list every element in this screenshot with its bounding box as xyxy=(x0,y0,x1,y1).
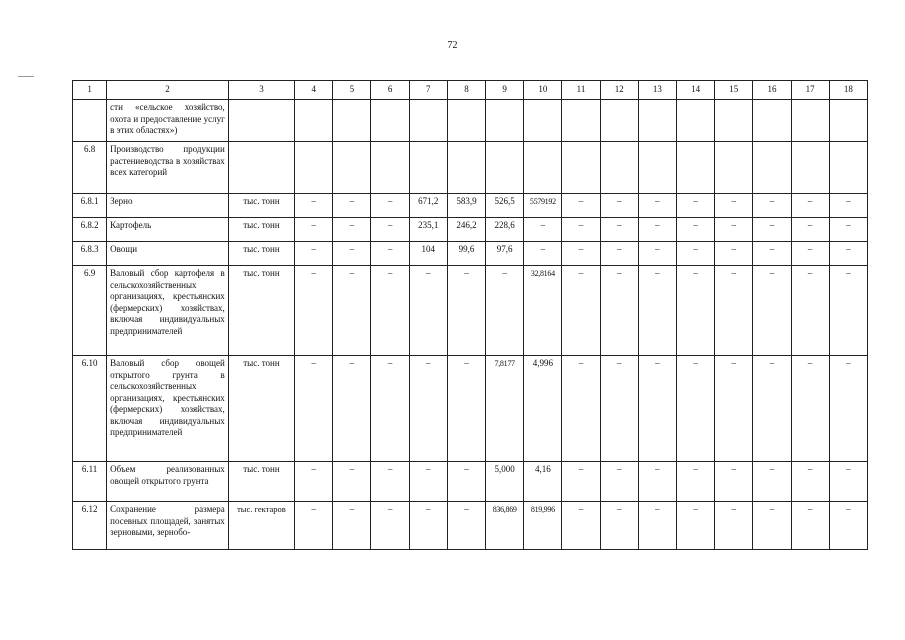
value-cell: – xyxy=(829,242,867,266)
value-cell xyxy=(829,100,867,142)
value-cell: – xyxy=(371,502,409,550)
value-cell: – xyxy=(829,194,867,218)
value-cell: 5579192 xyxy=(524,194,562,218)
scan-mark xyxy=(18,76,34,77)
value-cell xyxy=(371,142,409,194)
value-cell: – xyxy=(447,356,485,462)
column-header: 1 xyxy=(73,81,107,100)
value-cell: – xyxy=(447,266,485,356)
value-cell xyxy=(333,142,371,194)
column-header: 13 xyxy=(638,81,676,100)
table-row xyxy=(73,356,868,462)
value-cell: – xyxy=(829,356,867,462)
value-cell xyxy=(600,142,638,194)
row-number: 6.8.2 xyxy=(73,218,107,242)
value-cell: – xyxy=(409,266,447,356)
value-cell: – xyxy=(791,194,829,218)
table-row xyxy=(73,242,868,266)
value-cell: – xyxy=(829,218,867,242)
table-row xyxy=(73,502,868,550)
value-cell: – xyxy=(333,194,371,218)
value-cell: – xyxy=(333,266,371,356)
value-cell: 4,16 xyxy=(524,462,562,502)
value-cell: – xyxy=(676,218,714,242)
value-cell: – xyxy=(638,194,676,218)
value-cell: – xyxy=(600,462,638,502)
value-cell xyxy=(447,100,485,142)
column-header: 10 xyxy=(524,81,562,100)
value-cell: – xyxy=(295,218,333,242)
value-cell: – xyxy=(371,462,409,502)
column-header: 4 xyxy=(295,81,333,100)
value-cell: 819,996 xyxy=(524,502,562,550)
value-cell: – xyxy=(447,502,485,550)
value-cell xyxy=(638,100,676,142)
value-cell xyxy=(295,142,333,194)
value-cell: 4,996 xyxy=(524,356,562,462)
value-cell: 235,1 xyxy=(409,218,447,242)
value-cell: 99,6 xyxy=(447,242,485,266)
column-header: 17 xyxy=(791,81,829,100)
indicator-name: Валовый сбор овощей открытого грунта в сельскохозяйственных организациях, крестьянских (фермерских) хозяйствах, включая индивидуальных предпринимателей xyxy=(107,356,229,462)
value-cell: – xyxy=(447,462,485,502)
value-cell xyxy=(676,100,714,142)
value-cell: – xyxy=(371,356,409,462)
value-cell: – xyxy=(829,502,867,550)
value-cell: – xyxy=(600,194,638,218)
value-cell: – xyxy=(791,502,829,550)
column-header: 14 xyxy=(676,81,714,100)
value-cell: – xyxy=(715,462,753,502)
value-cell: – xyxy=(638,242,676,266)
value-cell: 7,8177 xyxy=(486,356,524,462)
value-cell: – xyxy=(371,194,409,218)
value-cell: – xyxy=(753,356,791,462)
value-cell: – xyxy=(562,242,600,266)
value-cell: – xyxy=(333,462,371,502)
value-cell: – xyxy=(524,218,562,242)
value-cell: – xyxy=(829,462,867,502)
value-cell: – xyxy=(676,502,714,550)
header-row xyxy=(73,81,868,100)
unit-cell: тыс. тонн xyxy=(228,218,294,242)
unit-cell xyxy=(228,100,294,142)
page-number: 72 xyxy=(447,40,458,51)
unit-cell: тыс. тонн xyxy=(228,266,294,356)
value-cell: – xyxy=(638,502,676,550)
value-cell xyxy=(486,100,524,142)
value-cell: 836,869 xyxy=(486,502,524,550)
value-cell: – xyxy=(715,502,753,550)
value-cell xyxy=(524,142,562,194)
value-cell: – xyxy=(791,462,829,502)
value-cell: – xyxy=(753,266,791,356)
value-cell: – xyxy=(638,266,676,356)
value-cell: – xyxy=(676,194,714,218)
indicator-name: Овощи xyxy=(107,242,229,266)
indicator-name: Картофель xyxy=(107,218,229,242)
value-cell xyxy=(829,142,867,194)
row-number: 6.9 xyxy=(73,266,107,356)
value-cell xyxy=(371,100,409,142)
table-row xyxy=(73,100,868,142)
indicator-name: Валовый сбор картофеля в сельскохозяйственных организациях, крестьянских (фермерских) хозяйствах, включая индивидуальных предпринимателей xyxy=(107,266,229,356)
column-header: 6 xyxy=(371,81,409,100)
value-cell: – xyxy=(562,356,600,462)
value-cell: – xyxy=(295,266,333,356)
value-cell: – xyxy=(791,218,829,242)
unit-cell: тыс. тонн xyxy=(228,462,294,502)
value-cell: – xyxy=(753,462,791,502)
row-number: 6.10 xyxy=(73,356,107,462)
value-cell: – xyxy=(562,218,600,242)
value-cell xyxy=(562,142,600,194)
column-header: 12 xyxy=(600,81,638,100)
column-header: 15 xyxy=(715,81,753,100)
indicator-name: сти «сельское хозяйство, охота и предоставление услуг в этих областях») xyxy=(107,100,229,142)
data-table xyxy=(72,80,868,550)
value-cell: – xyxy=(676,242,714,266)
value-cell: – xyxy=(562,266,600,356)
value-cell: – xyxy=(562,194,600,218)
value-cell: – xyxy=(333,242,371,266)
value-cell: – xyxy=(409,502,447,550)
value-cell: – xyxy=(409,356,447,462)
value-cell xyxy=(753,142,791,194)
value-cell: – xyxy=(715,242,753,266)
value-cell: – xyxy=(562,462,600,502)
value-cell: – xyxy=(676,462,714,502)
value-cell: – xyxy=(600,356,638,462)
value-cell: – xyxy=(371,242,409,266)
column-header: 11 xyxy=(562,81,600,100)
table-row xyxy=(73,142,868,194)
indicator-name: Сохранение размера посевных площадей, занятых зерновыми, зернобо- xyxy=(107,502,229,550)
value-cell xyxy=(409,142,447,194)
value-cell: – xyxy=(753,242,791,266)
value-cell: 671,2 xyxy=(409,194,447,218)
value-cell: – xyxy=(638,218,676,242)
value-cell: 583,9 xyxy=(447,194,485,218)
value-cell: 97,6 xyxy=(486,242,524,266)
value-cell: – xyxy=(600,266,638,356)
value-cell: 104 xyxy=(409,242,447,266)
indicator-name: Зерно xyxy=(107,194,229,218)
value-cell: – xyxy=(524,242,562,266)
value-cell: – xyxy=(715,194,753,218)
value-cell xyxy=(753,100,791,142)
value-cell: – xyxy=(295,242,333,266)
value-cell: – xyxy=(829,266,867,356)
value-cell: – xyxy=(753,218,791,242)
value-cell xyxy=(409,100,447,142)
column-header: 2 xyxy=(107,81,229,100)
value-cell: – xyxy=(371,218,409,242)
unit-cell: тыс. тонн xyxy=(228,194,294,218)
column-header: 8 xyxy=(447,81,485,100)
value-cell xyxy=(791,142,829,194)
row-number xyxy=(73,100,107,142)
value-cell: – xyxy=(791,356,829,462)
column-header: 5 xyxy=(333,81,371,100)
column-header: 9 xyxy=(486,81,524,100)
value-cell xyxy=(600,100,638,142)
value-cell: – xyxy=(333,356,371,462)
value-cell xyxy=(333,100,371,142)
value-cell: – xyxy=(600,502,638,550)
unit-cell xyxy=(228,142,294,194)
value-cell: – xyxy=(715,356,753,462)
value-cell: – xyxy=(333,218,371,242)
table-row xyxy=(73,218,868,242)
column-header: 16 xyxy=(753,81,791,100)
value-cell xyxy=(486,142,524,194)
column-header: 3 xyxy=(228,81,294,100)
value-cell: – xyxy=(715,218,753,242)
value-cell xyxy=(676,142,714,194)
indicator-name: Производство продукции растениеводства в хозяйствах всех категорий xyxy=(107,142,229,194)
row-number: 6.8.3 xyxy=(73,242,107,266)
column-header: 7 xyxy=(409,81,447,100)
value-cell xyxy=(447,142,485,194)
value-cell: – xyxy=(753,194,791,218)
value-cell: 5,000 xyxy=(486,462,524,502)
value-cell: – xyxy=(486,266,524,356)
value-cell: – xyxy=(295,194,333,218)
value-cell xyxy=(791,100,829,142)
value-cell: 246,2 xyxy=(447,218,485,242)
unit-cell: тыс. тонн xyxy=(228,356,294,462)
value-cell: – xyxy=(333,502,371,550)
row-number: 6.8.1 xyxy=(73,194,107,218)
value-cell: – xyxy=(409,462,447,502)
value-cell: 526,5 xyxy=(486,194,524,218)
value-cell: – xyxy=(791,266,829,356)
row-number: 6.12 xyxy=(73,502,107,550)
value-cell xyxy=(562,100,600,142)
value-cell: – xyxy=(295,462,333,502)
value-cell: – xyxy=(791,242,829,266)
value-cell: – xyxy=(295,356,333,462)
value-cell xyxy=(295,100,333,142)
value-cell: – xyxy=(638,462,676,502)
value-cell: – xyxy=(600,218,638,242)
value-cell xyxy=(715,100,753,142)
value-cell: 228,6 xyxy=(486,218,524,242)
column-header: 18 xyxy=(829,81,867,100)
value-cell: – xyxy=(676,356,714,462)
value-cell: 32,8164 xyxy=(524,266,562,356)
value-cell xyxy=(715,142,753,194)
row-number: 6.8 xyxy=(73,142,107,194)
table-row xyxy=(73,266,868,356)
unit-cell: тыс. гектаров xyxy=(228,502,294,550)
unit-cell: тыс. тонн xyxy=(228,242,294,266)
value-cell: – xyxy=(600,242,638,266)
value-cell: – xyxy=(715,266,753,356)
value-cell: – xyxy=(753,502,791,550)
indicator-name: Объем реализованных овощей открытого грунта xyxy=(107,462,229,502)
value-cell: – xyxy=(676,266,714,356)
row-number: 6.11 xyxy=(73,462,107,502)
value-cell: – xyxy=(371,266,409,356)
table-row xyxy=(73,194,868,218)
value-cell xyxy=(638,142,676,194)
value-cell xyxy=(524,100,562,142)
value-cell: – xyxy=(562,502,600,550)
table-row xyxy=(73,462,868,502)
value-cell: – xyxy=(295,502,333,550)
value-cell: – xyxy=(638,356,676,462)
